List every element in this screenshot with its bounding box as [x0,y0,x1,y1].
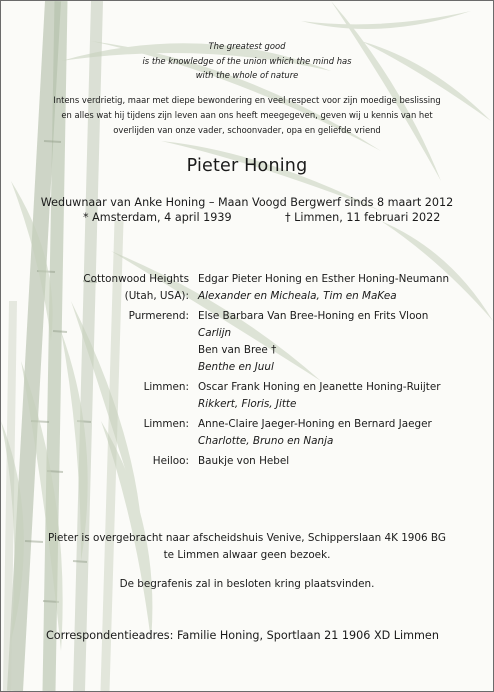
family-place [1,308,198,376]
grandchildren-names: Rikkert, Floris, Jitte [198,398,297,410]
intro-line: Intens verdrietig, maar met diepe bewondering en veel respect voor zijn moedige beslissing [53,95,441,105]
family-place-line: Purmerend: [128,310,189,322]
intro-line: en alles wat hij tijdens zijn leven aan ons heeft meegegeven, geven wij u kennis van het [61,110,433,120]
family-names [198,453,493,470]
birth-date: * Amsterdam, 4 april 1939 [83,211,232,224]
family-row [1,379,493,413]
family-names [198,379,493,413]
family-member-names: Else Barbara Van Bree-Honing en Frits Vloon [198,310,429,322]
quote-line: The greatest good [208,41,286,51]
family-place-line: (Utah, USA): [124,290,189,302]
family-row [1,416,493,450]
family-place-line: Cottonwood Heights [83,273,189,285]
quote [1,39,493,83]
transfer-notice [1,530,493,563]
family-place [1,271,198,305]
intro-text [1,93,493,138]
quote-line: is the knowledge of the union which the mind has [142,55,352,66]
death-date: † Limmen, 11 februari 2022 [285,211,441,224]
grandchildren-names: Alexander en Micheala, Tim en MaKea [198,290,397,302]
widower-line: Weduwnaar van Anke Honing – Maan Voogd Bergwerf sinds 8 maart 2012 [40,196,454,209]
funeral-notice: De begrafenis zal in besloten kring plaatsvinden. [119,578,375,590]
family-place [1,379,198,413]
intro-line: overlijden van onze vader, schoonvader, opa en geliefde vriend [113,125,381,135]
family-member-names: Oscar Frank Honing en Jeanette Honing-Ruijter [198,381,441,393]
family-member-names: Edgar Pieter Honing en Esther Honing-Neumann [198,273,450,285]
quote-line: with the whole of nature [195,70,299,81]
family-row [1,308,493,376]
notice-line: Pieter is overgebracht naar afscheidshuis Venive, Schipperslaan 4K 1906 BG [48,532,446,544]
family-place-line: Limmen: [143,418,189,430]
family-member-names: Ben van Bree † [198,344,277,356]
family-place [1,453,198,470]
family-names [198,416,493,450]
grandchildren-names: Carlijn [198,327,232,339]
deceased-name: Pieter Honing [186,156,308,176]
notice-line: te Limmen alwaar geen bezoek. [163,548,331,561]
family-names [198,308,493,376]
family-names [198,271,493,305]
grandchildren-names: Benthe en Juul [198,361,274,373]
grandchildren-names: Charlotte, Bruno en Nanja [198,435,334,447]
family-place-line: Limmen: [143,381,189,393]
family-place [1,416,198,450]
correspondence-address: Correspondentieadres: Familie Honing, Sportlaan 21 1906 XD Limmen [46,629,439,642]
family-member-names: Baukje von Hebel [198,455,290,467]
family-place-line: Heiloo: [152,455,189,467]
family-row [1,453,493,470]
family-list [1,271,493,473]
family-row [1,271,493,305]
family-member-names: Anne-Claire Jaeger-Honing en Bernard Jaeger [198,418,432,430]
